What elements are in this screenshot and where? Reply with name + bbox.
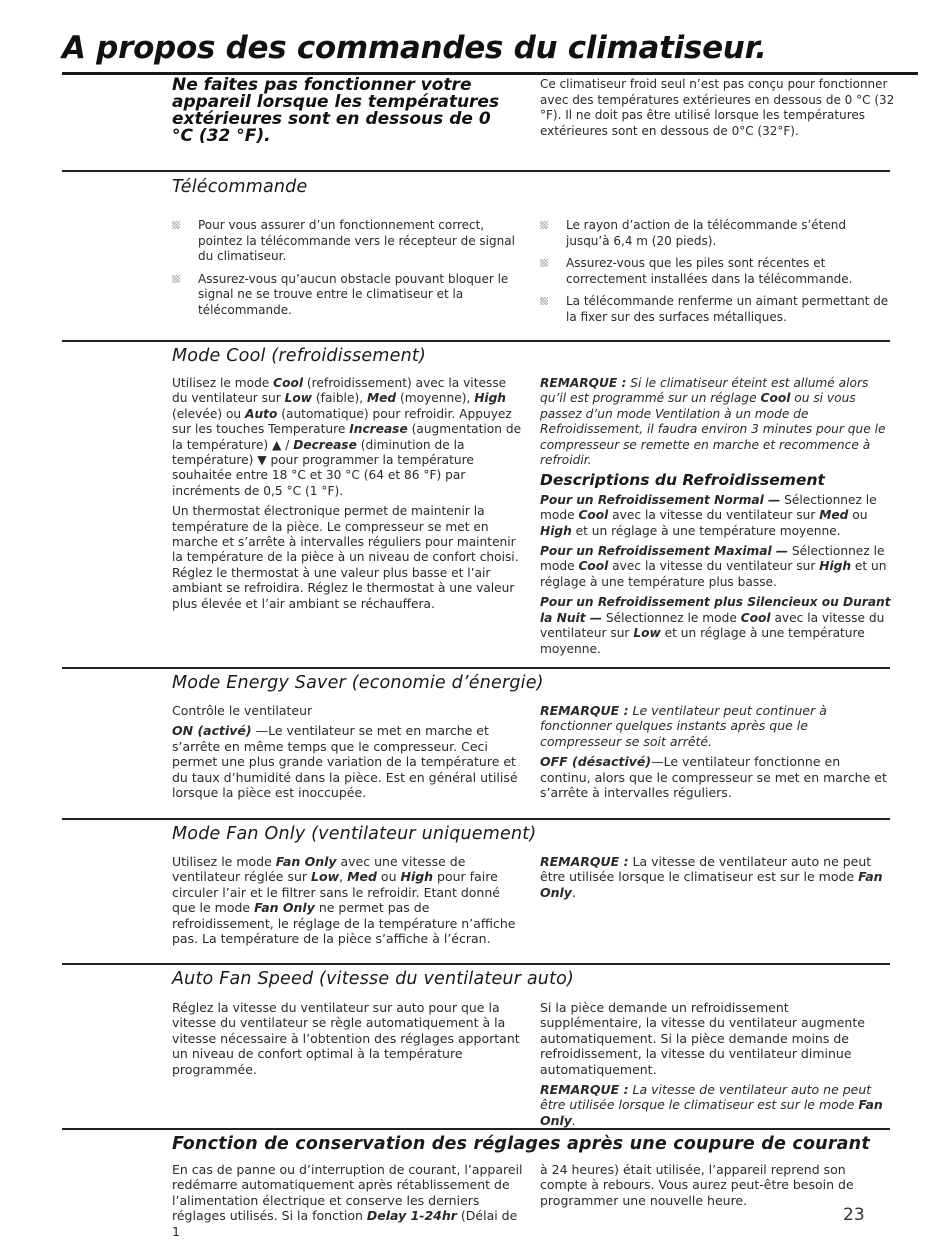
cool-right-column <box>540 376 892 662</box>
cool-paragraph-2: Un thermostat électronique permet de maintenir la température de la pièce. Le compresseur se met en marche et s’arrête à intervalles réguliers pour maintenir la température de la pièce à un niveau de confort choisi. Réglez le thermostat à une valeur plus basse et l’air ambiant se refroidira. Réglez le thermostat à une valeur plus élevée et l’air ambiant se réchauffera. <box>172 504 519 611</box>
section-divider <box>62 340 890 342</box>
cool-description-silent: Pour un Refroidissement plus Silencieux ou Durant la Nuit — Sélectionnez le mode Cool avec la vitesse du ventilateur sur Low et un réglage à une température moyenne. <box>540 595 891 656</box>
list-item: La télécommande renferme un aimant permettant de la fixer sur des surfaces métalliques. <box>540 294 892 325</box>
section-heading-power-failure: Fonction de conservation des réglages après une coupure de courant <box>172 1134 870 1154</box>
page-number: 23 <box>843 1205 865 1225</box>
auto-note: REMARQUE : La vitesse de ventilateur auto ne peut être utilisée lorsque le climatiseur est sur le mode Fan Only. <box>540 1082 883 1128</box>
page-title: A propos des commandes du climatiseur. <box>62 30 767 66</box>
section-divider <box>62 1128 890 1130</box>
remote-right-list <box>540 218 892 332</box>
cool-description-normal: Pour un Refroidissement Normal — Sélectionnez le mode Cool avec la vitesse du ventilateur sur Med ou High et un réglage à une température moyenne. <box>540 492 877 538</box>
power-right-paragraph: à 24 heures) était utilisée, l’appareil reprend son compte à rebours. Vous aurez peut-être besoin de programmer une nouvelle heure. <box>540 1162 854 1208</box>
power-right-column <box>540 1162 892 1213</box>
fan-note: REMARQUE : La vitesse de ventilateur auto ne peut être utilisée lorsque le climatiseur est sur le mode Fan Only. <box>540 854 883 900</box>
fan-left-column <box>172 854 524 951</box>
list-item: Pour vous assurer d’un fonctionnement correct, pointez la télécommande vers le récepteur de signal du climatiseur. <box>172 218 524 265</box>
energy-right-column <box>540 703 892 805</box>
fan-paragraph: Utilisez le mode Fan Only avec une vitesse de ventilateur réglée sur Low, Med ou High pour faire circuler l’air et le filtrer sans le refroidir. Etant donné que le mode Fan Only ne permet pas de refroidissement, le réglage de la température n’affiche pas. La température de la pièce s’affiche à l’écran. <box>172 854 516 947</box>
section-heading-remote: Télécommande <box>172 177 308 197</box>
bullet-icon <box>540 297 548 305</box>
cool-description-maximal: Pour un Refroidissement Maximal — Sélectionnez le mode Cool avec la vitesse du ventilateur sur High et un réglage à une température plus basse. <box>540 544 887 589</box>
list-item: Le rayon d’action de la télécommande s’étend jusqu’à 6,4 m (20 pieds). <box>540 218 892 249</box>
auto-left-column <box>172 1000 524 1082</box>
cool-paragraph-1: Utilisez le mode Cool (refroidissement) avec la vitesse du ventilateur sur Low (faible), Med (moyenne), High (elevée) ou Auto (automatique) pour refroidir. Appuyez sur les touches Temperature Increase (augmentation de la température) ▲ / Decrease (diminution de la température) ▼ pour programmer la température souhaitée entre 18 °C et 30 °C (64 et 86 °F) par incréments de 0,5 °C (1 °F). <box>172 376 522 498</box>
cool-descriptions-heading: Descriptions du Refroidissement <box>540 471 825 490</box>
cool-left-column <box>172 376 524 617</box>
section-heading-energy: Mode Energy Saver (economie d’énergie) <box>172 673 544 693</box>
section-divider <box>62 963 890 965</box>
list-item: Assurez-vous qu’aucun obstacle pouvant bloquer le signal ne se trouve entre le climatiseur et la télécommande. <box>172 272 524 319</box>
energy-off: OFF (désactivé)—Le ventilateur fonctionne en continu, alors que le compresseur se met en marche et s’arrête à intervalles réguliers. <box>540 754 887 801</box>
warning-heading: Ne faites pas fonctionner votre appareil lorsque les températures extérieures sont en dessous de 0 °C (32 °F). <box>172 75 500 146</box>
section-heading-fan-only: Mode Fan Only (ventilateur uniquement) <box>172 824 537 844</box>
power-left-paragraph: En cas de panne ou d’interruption de courant, l’appareil redémarre automatiquement après rétablissement de l’alimentation électrique et conserve les derniers réglages utilisés. Si la fonction Delay 1-24hr (Délai de 1 <box>172 1162 523 1239</box>
section-divider <box>62 818 890 820</box>
energy-note: REMARQUE : Le ventilateur peut continuer à fonctionner quelques instants après que le compresseur se soit arrêté. <box>540 703 827 749</box>
auto-right-paragraph: Si la pièce demande un refroidissement supplémentaire, la vitesse du ventilateur augmente automatiquement. Si la pièce demande moins de refroidissement, la vitesse du ventilateur diminue automatiquement. <box>540 1000 865 1077</box>
cool-note: REMARQUE : Si le climatiseur éteint est allumé alors qu’il est programmé sur un réglage Cool ou si vous passez d’un mode Ventilation à un mode de Refroidissement, il faudra environ 3 minutes pour que le compresseur se remette en marche et recommence à refroidir. <box>540 376 886 468</box>
auto-right-column <box>540 1000 892 1133</box>
bullet-icon <box>540 259 548 267</box>
list-item: Assurez-vous que les piles sont récentes et correctement installées dans la télécommande. <box>540 256 892 287</box>
energy-intro: Contrôle le ventilateur <box>172 703 313 718</box>
auto-left-paragraph: Réglez la vitesse du ventilateur sur auto pour que la vitesse du ventilateur se règle automatiquement à la vitesse nécessaire à l’obtention des réglages apportant un niveau de confort optimal à la température programmée. <box>172 1000 520 1077</box>
remote-left-list <box>172 218 524 325</box>
power-left-column <box>172 1162 524 1244</box>
warning-body: Ce climatiseur froid seul n’est pas conçu pour fonctionner avec des températures extérieures en dessous de 0 °C (32 °F). Il ne doit pas être utilisé lorsque les températures extérieures sont en dessous de 0°C (32°F). <box>540 77 895 138</box>
bullet-icon <box>540 221 548 229</box>
bullet-icon <box>172 275 180 283</box>
bullet-icon <box>172 221 180 229</box>
energy-on: ON (activé) —Le ventilateur se met en marche et s’arrête en même temps que le compresseur. Ceci permet une plus grande variation de la température et du taux d’humidité dans la pièce. Est en général utilisé lorsque la pièce est inoccupée. <box>172 723 518 801</box>
section-divider <box>62 667 890 669</box>
section-heading-auto-fan: Auto Fan Speed (vitesse du ventilateur auto) <box>172 969 575 989</box>
section-divider <box>62 170 890 172</box>
fan-right-column <box>540 854 892 905</box>
energy-left-column <box>172 703 524 805</box>
section-heading-cool: Mode Cool (refroidissement) <box>172 346 426 366</box>
